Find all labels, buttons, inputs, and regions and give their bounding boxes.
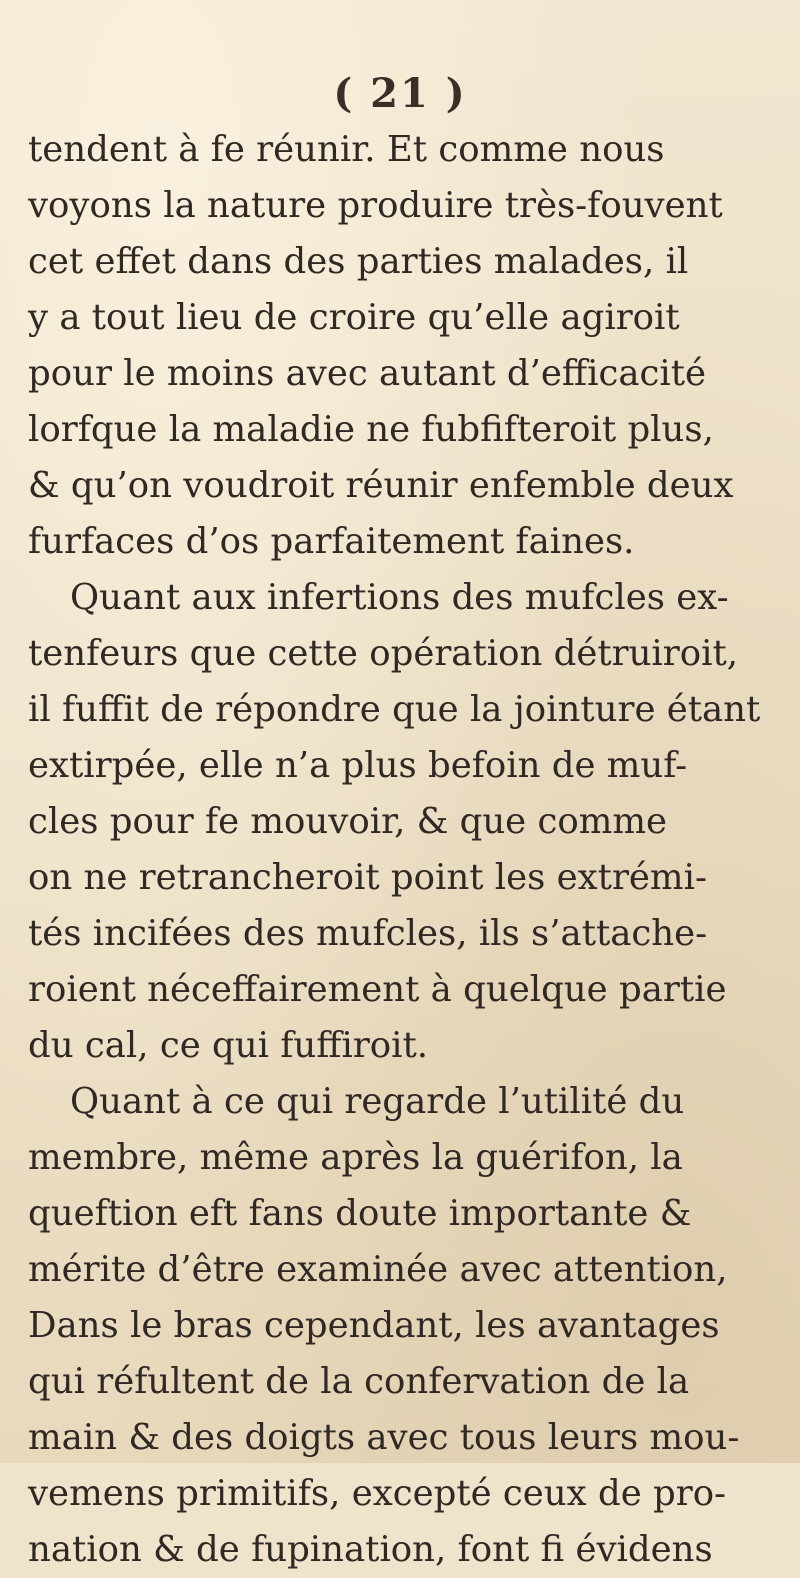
- text-line: extirpée, elle n’a plus befoin de muf-: [28, 745, 688, 786]
- text-line: Quant à ce qui regarde l’utilité du: [70, 1081, 685, 1122]
- text-line: main & des doigts avec tous leurs mou-: [28, 1417, 740, 1458]
- text-line: queftion eft fans doute importante &: [28, 1193, 692, 1234]
- text-line: voyons la nature produire très-fouvent: [28, 185, 723, 226]
- text-line: roient néceffairement à quelque partie: [28, 969, 727, 1010]
- text-line: tés incifées des mufcles, ils s’attache-: [28, 913, 708, 954]
- text-line: & qu’on voudroit réunir enfemble deux: [28, 465, 734, 506]
- text-line: y a tout lieu de croire qu’elle agiroit: [28, 297, 680, 338]
- text-line: vemens primitifs, excepté ceux de pro-: [28, 1473, 727, 1514]
- text-line: du cal, ce qui fuffiroit.: [28, 1025, 429, 1066]
- text-line: pour le moins avec autant d’efficacité: [28, 353, 707, 394]
- text-line: cet effet dans des parties malades, il: [28, 241, 689, 282]
- text-line: tenfeurs que cette opération détruiroit,: [28, 633, 739, 674]
- text-line: mérite d’être examinée avec attention,: [28, 1249, 728, 1290]
- text-line: Quant aux infertions des mufcles ex-: [70, 577, 729, 618]
- text-line: Dans le bras cependant, les avantages: [28, 1305, 720, 1346]
- text-line: cles pour fe mouvoir, & que comme: [28, 801, 668, 842]
- page-number: ( 21 ): [333, 70, 467, 117]
- text-line: membre, même après la guérifon, la: [28, 1137, 683, 1178]
- text-line: on ne retrancheroit point les extrémi-: [28, 857, 707, 898]
- text-line: nation & de fupination, font fi évidens: [28, 1529, 713, 1570]
- text-line: lorfque la maladie ne fubfifteroit plus,: [28, 409, 714, 450]
- text-line: tendent à fe réunir. Et comme nous: [28, 129, 665, 170]
- text-line: furfaces d’os parfaitement faines.: [28, 521, 635, 562]
- text-line: il fuffit de répondre que la jointure étant: [28, 689, 761, 730]
- text-line: qui réfultent de la confervation de la: [28, 1361, 690, 1402]
